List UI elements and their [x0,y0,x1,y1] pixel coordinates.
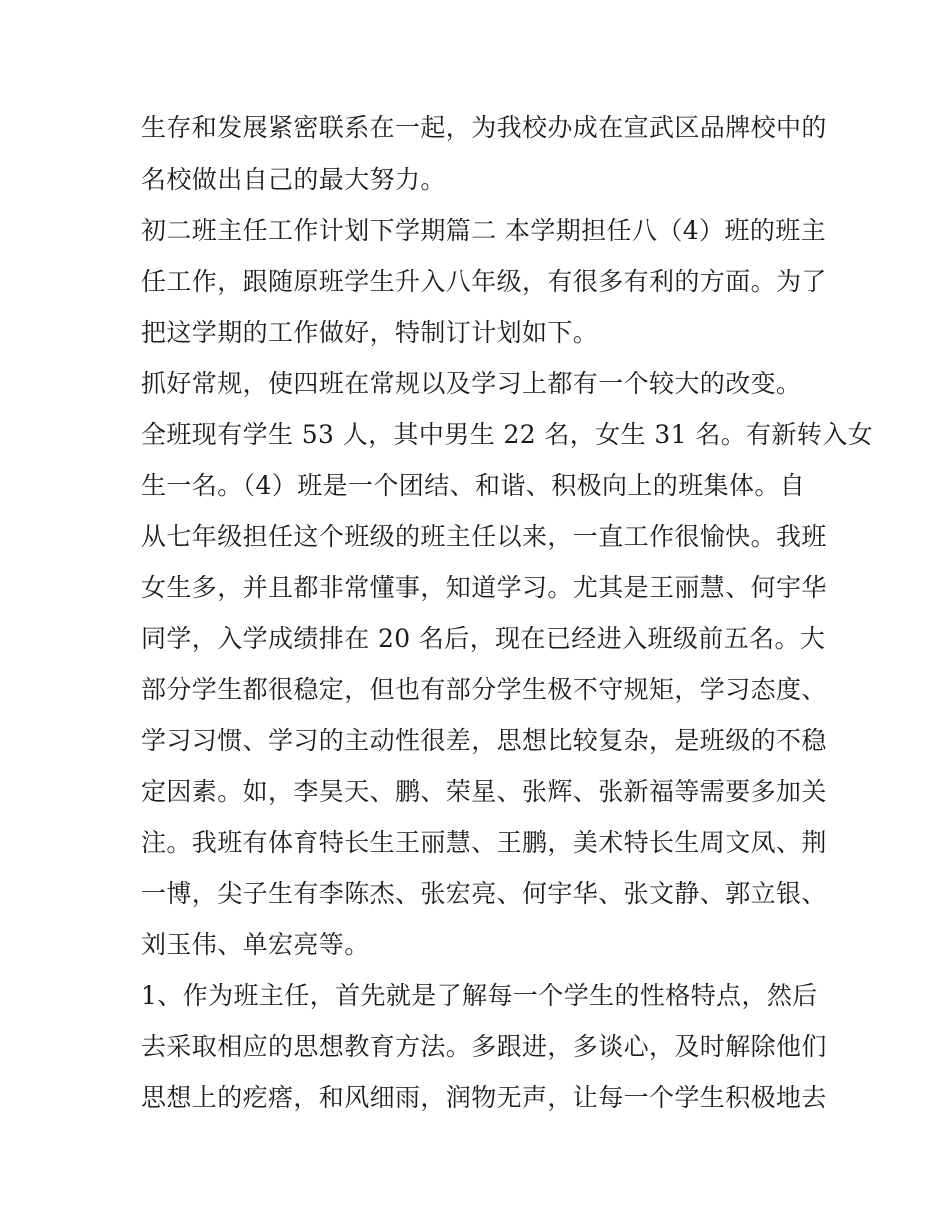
text-line: 一博，尖子生有李陈杰、张宏亮、何宇华、张文静、郭立银、 [141,879,827,908]
text-line: 任工作，跟随原班学生升入八年级，有很多有利的方面。为了 [141,267,827,296]
text-line: 把这学期的工作做好，特制订计划如下。 [141,318,599,347]
text-line: 抓好常规，使四班在常规以及学习上都有一个较大的改变。 [141,369,802,398]
text-line: 生存和发展紧密联系在一起，为我校办成在宣武区品牌校中的 [141,113,827,142]
text-line: 名校做出自己的最大努力。 [141,165,446,194]
text-line: 定因素。如，李昊天、鹏、荣星、张辉、张新福等需要多加关 [141,777,827,806]
text-line: 刘玉伟、单宏亮等。 [141,930,370,959]
text-line: 全班现有学生 53 人，其中男生 22 名，女生 31 名。有新转入女 [141,420,874,449]
text-line: 女生多，并且都非常懂事，知道学习。尤其是王丽慧、何宇华 [141,573,827,602]
text-line: 去采取相应的思想教育方法。多跟进，多谈心，及时解除他们 [141,1032,827,1061]
text-line: 注。我班有体育特长生王丽慧、王鹏，美术特长生周文凤、荆 [141,828,827,857]
text-line: 同学，入学成绩排在 20 名后，现在已经进入班级前五名。大 [141,624,826,653]
text-line: 从七年级担任这个班级的班主任以来，一直工作很愉快。我班 [141,522,827,551]
text-line: 生一名。（4）班是一个团结、和谐、积极向上的班集体。自 [141,471,806,500]
text-line: 初二班主任工作计划下学期篇二 本学期担任八（4）班的班主 [141,216,827,245]
text-line: 1、作为班主任，首先就是了解每一个学生的性格特点，然后 [141,981,818,1010]
text-line: 部分学生都很稳定，但也有部分学生极不守规矩，学习态度、 [141,675,827,704]
text-line: 思想上的疙瘩，和风细雨，润物无声，让每一个学生积极地去 [141,1083,827,1112]
text-line: 学习习惯、学习的主动性很差，思想比较复杂，是班级的不稳 [141,726,827,755]
